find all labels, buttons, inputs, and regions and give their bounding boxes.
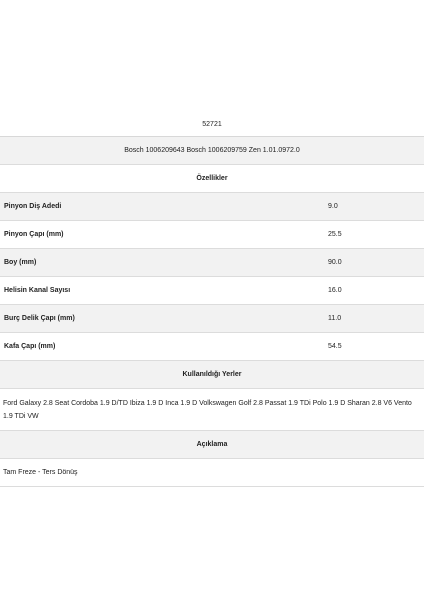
spec-value: 9.0 [328, 203, 338, 210]
description-text: Tam Freze - Ters Dönüş [0, 459, 424, 487]
spec-value: 11.0 [328, 315, 342, 322]
spec-label: Boy (mm) [4, 259, 37, 266]
usage-header: Kullanıldığı Yerler [0, 361, 424, 389]
spec-label: Kafa Çapı (mm) [4, 343, 56, 350]
spec-value: 90.0 [328, 259, 342, 266]
spec-row-pinion-diameter [0, 221, 424, 249]
spec-row-bushing-bore [0, 305, 424, 333]
spec-row-helix-grooves [0, 277, 424, 305]
spec-label: Pinyon Diş Adedi [4, 203, 62, 210]
spec-row-head-diameter [0, 333, 424, 361]
spec-label: Burç Delik Çapı (mm) [4, 315, 75, 322]
oem-references: Bosch 1006209643 Bosch 1006209759 Zen 1.01.0972.0 [0, 137, 424, 165]
description-header: Açıklama [0, 431, 424, 459]
product-code: 52721 [0, 114, 424, 137]
features-header: Özellikler [0, 165, 424, 193]
spec-value: 16.0 [328, 287, 342, 294]
spec-row-length [0, 249, 424, 277]
product-spec-sheet [0, 114, 424, 487]
spec-value: 25.5 [328, 231, 342, 238]
spec-label: Helisin Kanal Sayısı [4, 287, 71, 294]
spec-value: 54.5 [328, 343, 342, 350]
usage-text: Ford Galaxy 2.8 Seat Cordoba 1.9 D/TD Ibiza 1.9 D Inca 1.9 D Volkswagen Golf 2.8 Passat 1.9 TDi Polo 1.9 D Sharan 2.8 V6 Vento 1.9 TDi VW [0, 389, 424, 431]
spec-row-pinion-teeth [0, 193, 424, 221]
spec-label: Pinyon Çapı (mm) [4, 231, 64, 238]
